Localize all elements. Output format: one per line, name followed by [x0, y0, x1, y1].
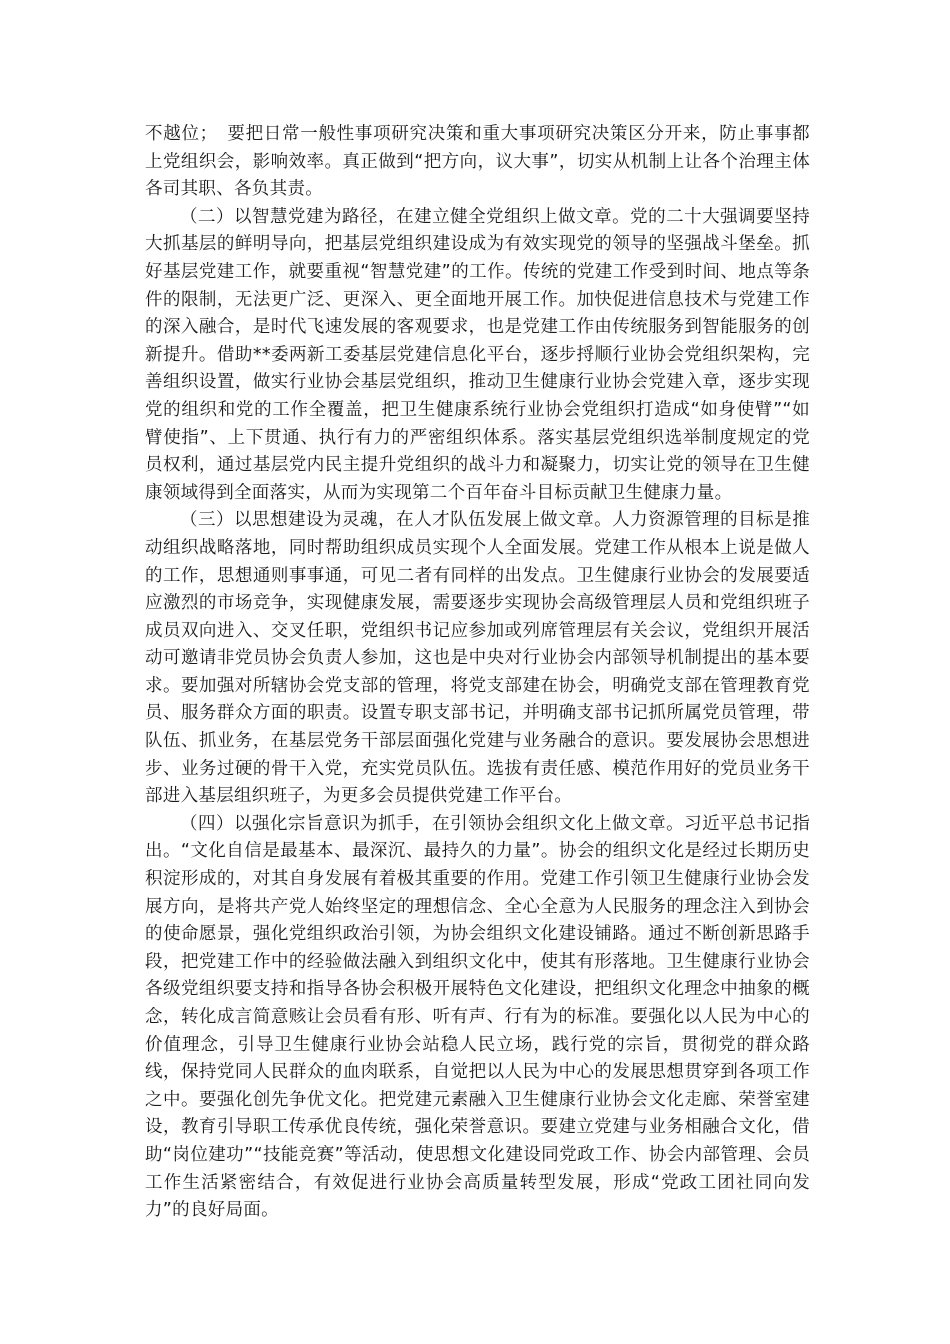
paragraph-continued: 不越位； 要把日常一般性事项研究决策和重大事项研究决策区分开来，防止事事都上党组织会，影响效率。真正做到“把方向，议大事”，切实从机制上让各个治理主体各司其职、各负其责。: [145, 124, 810, 200]
paragraph-section-4: （四）以强化宗旨意识为抓手，在引领协会组织文化上做文章。习近平总书记指出。“文化自信是最基本、最深沉、最持久的力量”。协会的组织文化是经过长期历史积淀形成的，对其自身发展有着极其重要的作用。党建工作引领卫生健康行业协会发展方向，是将共产党人始终坚定的理想信念、全心全意为人民服务的理念注入到协会的使命愿景，强化党组织政治引领，为协会组织文化建设铺路。通过不断创新思路手段，把党建工作中的经验做法融入到组织文化中，使其有形落地。卫生健康行业协会各级党组织要支持和指导各协会积极开展特色文化建设，把组织文化理念中抽象的概念，转化成言简意赅让会员看有形、听有声、行有为的标准。要强化以人民为中心的价值理念，引导卫生健康行业协会站稳人民立场，践行党的宗旨，贯彻党的群众路线，保持党同人民群众的血肉联系，自觉把以人民为中心的发展思想贯穿到各项工作之中。要强化创先争优文化。把党建元素融入卫生健康行业协会文化走廊、荣誉室建设，教育引导职工传承优良传统，强化荣誉意识。要建立党建与业务相融合文化，借助“岗位建功”“技能竞赛”等活动，使思想文化建设同党政工作、协会内部管理、会员工作生活紧密结合，有效促进行业协会高质量转型发展，形成“党政工团社同向发力”的良好局面。: [145, 813, 810, 1221]
document-body: [145, 121, 810, 1225]
paragraph-section-2: （二）以智慧党建为路径，在建立健全党组织上做文章。党的二十大强调要坚持大抓基层的鲜明导向，把基层党组织建设成为有效实现党的领导的坚强战斗堡垒。抓好基层党建工作，就要重视“智慧党建”的工作。传统的党建工作受到时间、地点等条件的限制，无法更广泛、更深入、更全面地开展工作。加快促进信息技术与党建工作的深入融合，是时代飞速发展的客观要求，也是党建工作由传统服务到智能服务的创新提升。借助**委两新工委基层党建信息化平台，逐步捋顺行业协会党组织架构，完善组织设置，做实行业协会基层党组织，推动卫生健康行业协会党建入章，逐步实现党的组织和党的工作全覆盖，把卫生健康系统行业协会党组织打造成“如身使臂”“如臂使指”、上下贯通、执行有力的严密组织体系。落实基层党组织选举制度规定的党员权利，通过基层党内民主提升党组织的战斗力和凝聚力，切实让党的领导在卫生健康领域得到全面落实，从而为实现第二个百年奋斗目标贡献卫生健康力量。: [145, 206, 810, 503]
paragraph-section-3: （三）以思想建设为灵魂，在人才队伍发展上做文章。人力资源管理的目标是推动组织战略落地，同时帮助组织成员实现个人全面发展。党建工作从根本上说是做人的工作，思想通则事事通，可见二者有同样的出发点。卫生健康行业协会的发展要适应激烈的市场竞争，实现健康发展，需要逐步实现协会高级管理层人员和党组织班子成员双向进入、交叉任职，党组织书记应参加或列席管理层有关会议，党组织开展活动可邀请非党员协会负责人参加，这也是中央对行业协会内部领导机制提出的基本要求。要加强对所辖协会党支部的管理，将党支部建在协会，明确党支部在管理教育党员、服务群众方面的职责。设置专职支部书记，并明确支部书记抓所属党员管理，带队伍、抓业务，在基层党务干部层面强化党建与业务融合的意识。要发展协会思想进步、业务过硬的骨干入党，充实党员队伍。选拔有责任感、模范作用好的党员业务干部进入基层组织班子，为更多会员提供党建工作平台。: [145, 510, 810, 807]
